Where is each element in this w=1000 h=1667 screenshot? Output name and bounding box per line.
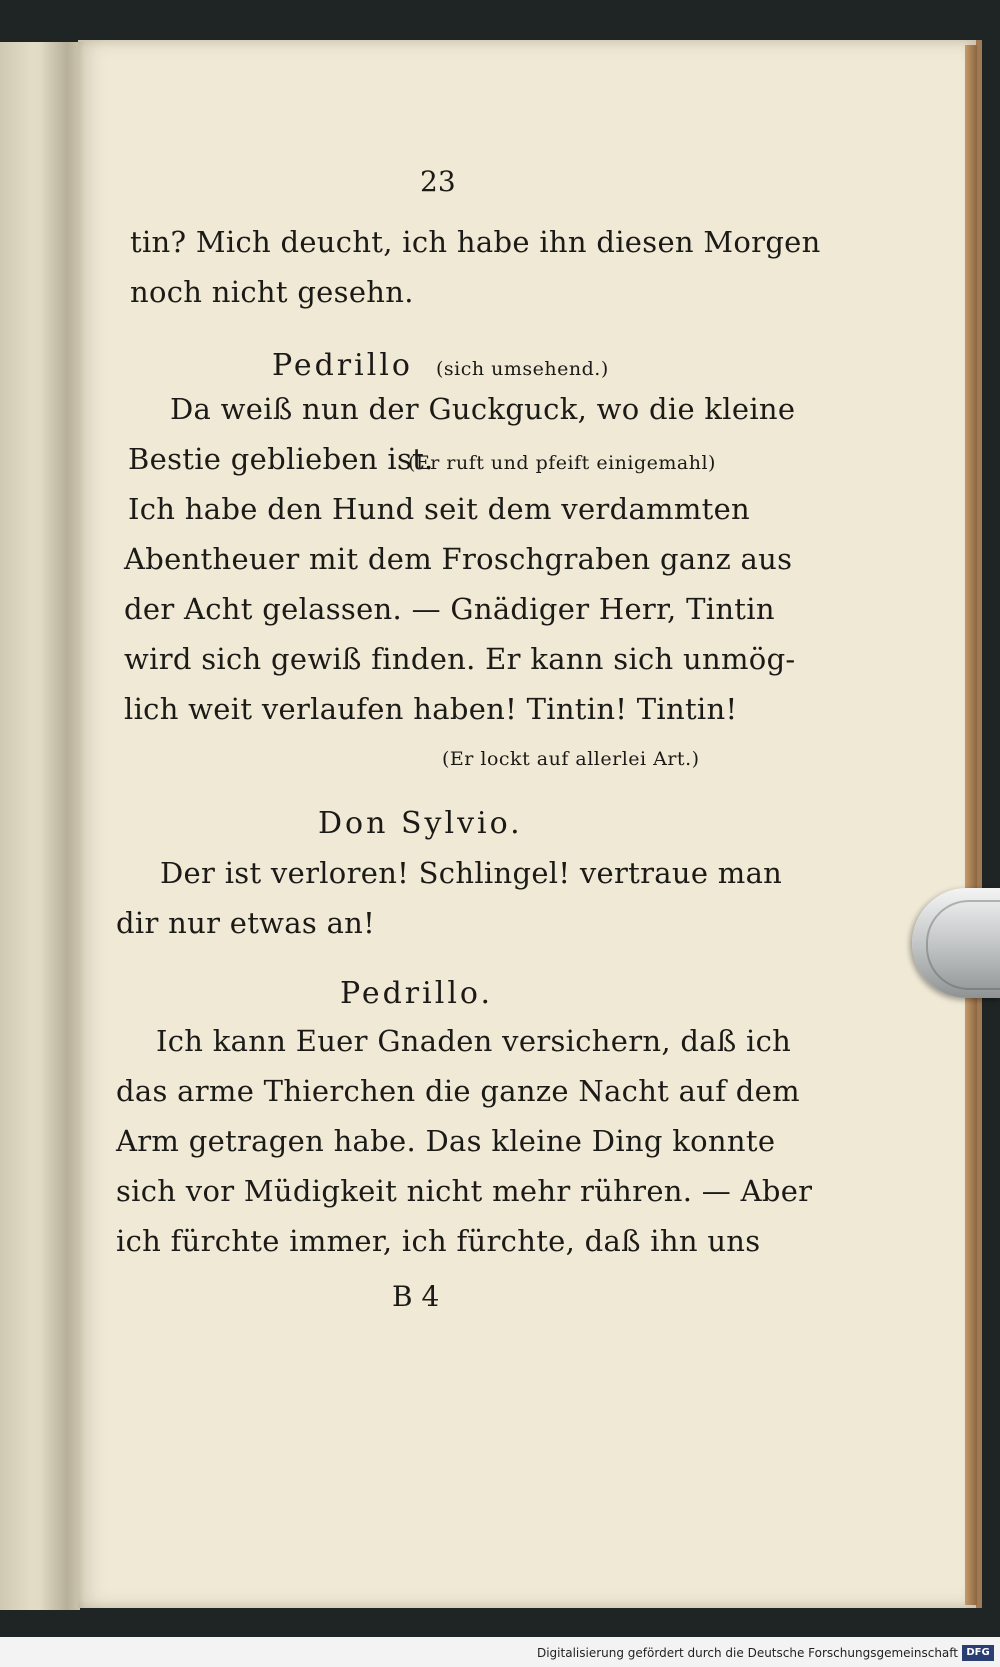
text-line: Der ist verloren! Schlingel! vertraue man xyxy=(160,856,783,890)
text-line: dir nur etwas an! xyxy=(116,906,376,940)
text-line: Abentheuer mit dem Froschgraben ganz aus xyxy=(124,542,793,576)
stage-direction: (sich umsehend.) xyxy=(436,358,609,380)
page-fore-edge xyxy=(965,45,977,1605)
footer-bar xyxy=(0,1637,1000,1667)
book-gutter xyxy=(40,42,85,1610)
text-line: tin? Mich deucht, ich habe ihn diesen Morgen xyxy=(130,225,821,259)
funding-credit: Digitalisierung gefördert durch die Deutsche Forschungsgemeinschaft xyxy=(536,1646,958,1660)
text-line: wird sich gewiß finden. Er kann sich unmög- xyxy=(124,642,796,676)
text-line: der Acht gelassen. — Gnädiger Herr, Tintin xyxy=(124,592,775,626)
stage-direction: (Er ruft und pfeift einigemahl) xyxy=(408,452,716,474)
text-line: Da weiß nun der Guckguck, wo die kleine xyxy=(170,392,796,426)
speaker-heading: Don Sylvio. xyxy=(318,806,523,841)
text-line: ich fürchte immer, ich fürchte, daß ihn uns xyxy=(116,1224,761,1258)
text-line: Ich habe den Hund seit dem verdammten xyxy=(128,492,751,526)
text-line: Arm getragen habe. Das kleine Ding konnte xyxy=(116,1124,776,1158)
page-number: 23 xyxy=(420,165,456,198)
stage-direction: (Er lockt auf allerlei Art.) xyxy=(442,748,700,770)
dfg-logo-icon: DFG xyxy=(962,1645,994,1661)
text-line: das arme Thierchen die ganze Nacht auf dem xyxy=(116,1074,800,1108)
text-line: sich vor Müdigkeit nicht mehr rühren. — Aber xyxy=(116,1174,813,1208)
page-clip-rim xyxy=(926,900,1000,990)
text-line: noch nicht gesehn. xyxy=(130,275,414,309)
text-line: Bestie geblieben ist. xyxy=(128,442,434,476)
speaker-heading: Pedrillo. xyxy=(340,976,493,1011)
speaker-heading: Pedrillo xyxy=(272,348,413,383)
signature-mark: B 4 xyxy=(392,1280,440,1313)
text-line: lich weit verlaufen haben! Tintin! Tintin! xyxy=(124,692,738,726)
text-line: Ich kann Euer Gnaden versichern, daß ich xyxy=(156,1024,792,1058)
